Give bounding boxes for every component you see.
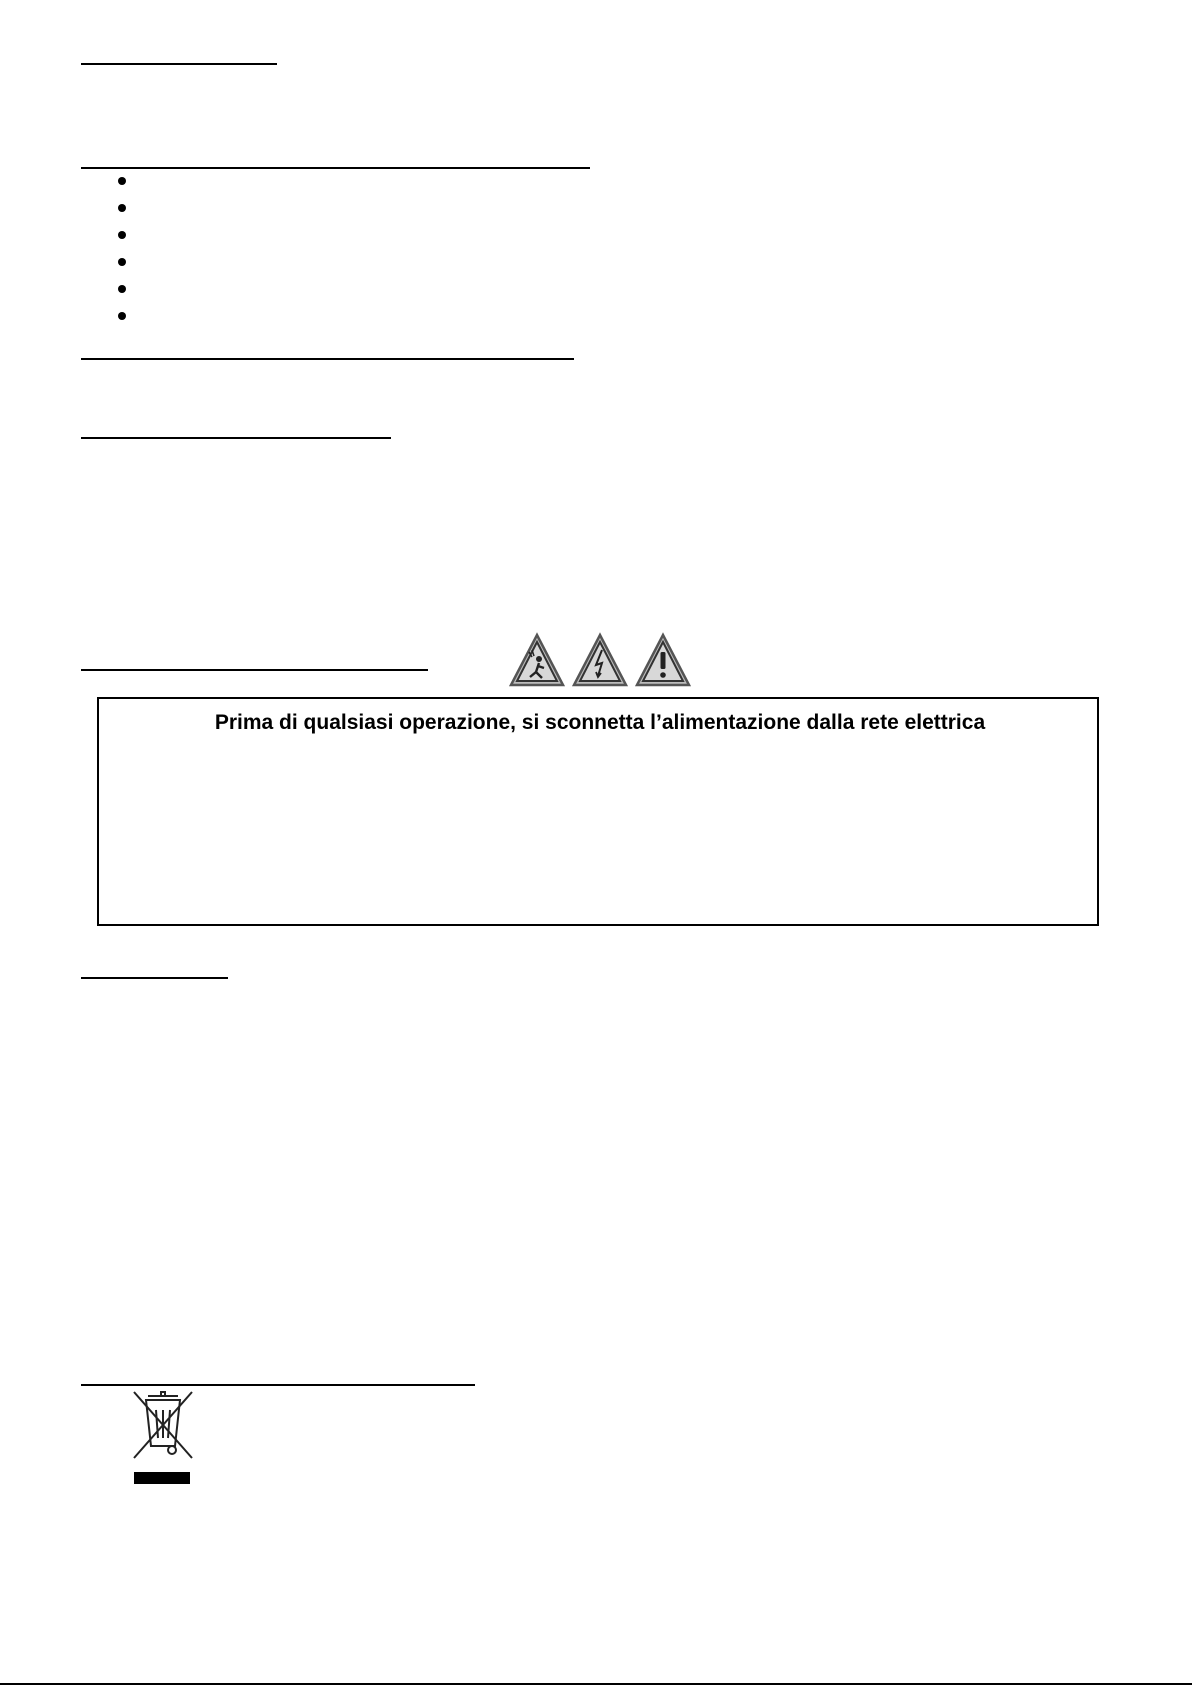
bullet-icon bbox=[118, 204, 126, 212]
section-rule-6 bbox=[81, 977, 228, 979]
section-rule-5 bbox=[81, 669, 428, 671]
section-rule-2 bbox=[81, 167, 590, 169]
section-rule-1 bbox=[81, 63, 277, 65]
notice-text: Prima di qualsiasi operazione, si sconnetta l’alimentazione dalla rete elettrica bbox=[214, 711, 986, 734]
electric-shock-warning-icon bbox=[571, 632, 629, 688]
bullet-icon bbox=[118, 312, 126, 320]
bullet-icon bbox=[118, 231, 126, 239]
section-rule-3 bbox=[81, 358, 574, 360]
crossed-out-wheelie-bin-icon bbox=[128, 1388, 198, 1484]
exclamation-warning-icon bbox=[634, 632, 692, 688]
section-rule-7 bbox=[81, 1384, 475, 1386]
bullet-icon bbox=[118, 258, 126, 266]
section-rule-4 bbox=[81, 437, 391, 439]
notice-box bbox=[97, 697, 1099, 926]
bullet-icon bbox=[118, 177, 126, 185]
warning-icons bbox=[508, 632, 693, 688]
bullet-icon bbox=[118, 285, 126, 293]
hand-crush-warning-icon bbox=[508, 632, 566, 688]
